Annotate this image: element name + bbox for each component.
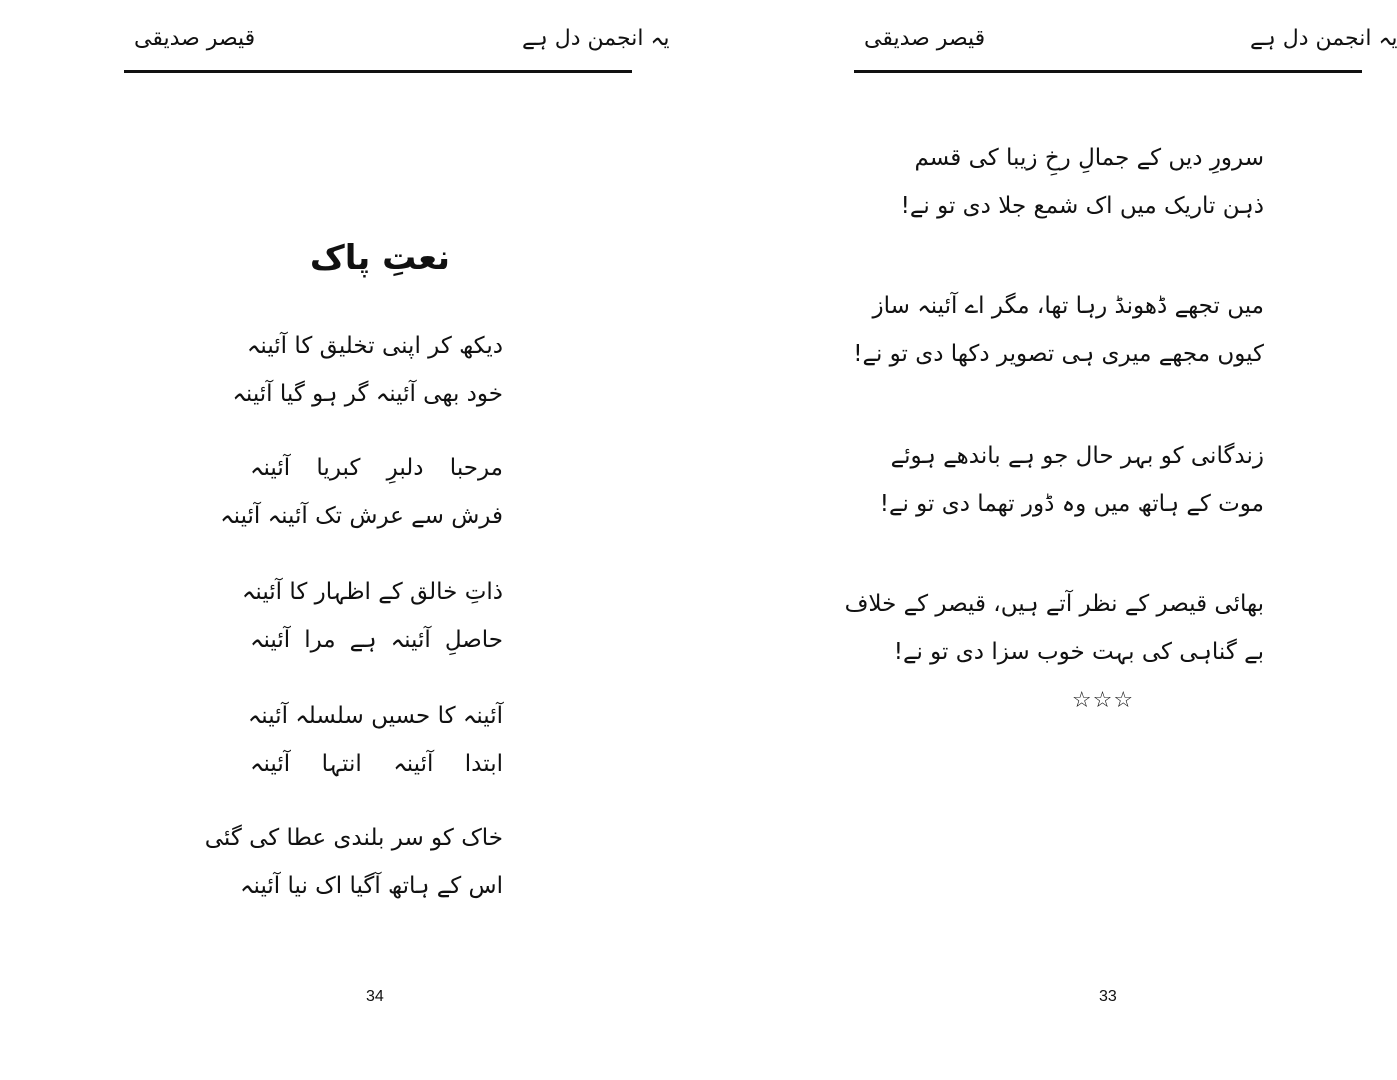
stanza [220,444,503,540]
poem-title: نعتِ پاک [309,238,451,278]
verse-line: کیوں مجھے میری ہی تصویر دکھا دی تو نے! [853,341,1264,367]
verse-line: ذہن تاریک میں اک شمع جلا دی تو نے! [900,193,1264,219]
verse-line: اس کے ہاتھ آگیا اک نیا آئینہ [240,873,503,899]
verse-line: مرحبا دلبرِ کبریا آئینہ [250,455,503,481]
verse-line: آئینہ کا حسیں سلسلہ آئینہ [247,703,503,729]
header-rule [854,70,1362,73]
header-author: قیصر صدیقی [864,26,986,51]
right-page [698,0,1397,1080]
verse-line: بے گناہی کی بہت خوب سزا دی تو نے! [893,639,1264,665]
verse-line: دیکھ کر اپنی تخلیق کا آئینہ [246,333,503,359]
header-book-title: یہ انجمن دل ہے [1250,26,1397,51]
stanza [232,322,503,418]
verse-line: ذاتِ خالق کے اظہار کا آئینہ [241,579,503,605]
stanza [241,568,503,664]
end-mark-stars: ☆☆☆ [1071,688,1135,713]
verse-line: موت کے ہاتھ میں وہ ڈور تھما دی تو نے! [879,491,1264,517]
verse-line: فرش سے عرش تک آئینہ آئینہ [220,503,503,529]
verse-line: بھائی قیصر کے نظر آتے ہیں، قیصر کے خلاف [844,591,1264,617]
stanza [844,580,1264,676]
stanza [853,282,1264,378]
stanza [247,692,503,788]
stanza [900,134,1264,230]
stanza [204,814,503,910]
verse-line: ابتدا آئینہ انتہا آئینہ [250,751,503,777]
header-author: قیصر صدیقی [134,26,256,51]
header-rule [124,70,632,73]
verse-line: سرورِ دیں کے جمالِ رخِ زیبا کی قسم [914,145,1264,171]
left-page [0,0,698,1080]
verse-line: خاک کو سر بلندی عطا کی گئی [204,825,503,851]
header-book-title: یہ انجمن دل ہے [522,26,670,51]
verse-line: زندگانی کو بہر حال جو ہے باندھے ہوئے [890,443,1264,469]
verse-line: حاصلِ آئینہ ہے مرا آئینہ [250,627,503,653]
page-number: 33 [1099,988,1117,1005]
stanza [879,432,1264,528]
page-number: 34 [366,988,384,1005]
verse-line: خود بھی آئینہ گر ہو گیا آئینہ [232,381,503,407]
verse-line: میں تجھے ڈھونڈ رہا تھا، مگر اے آئینہ ساز [872,293,1264,319]
